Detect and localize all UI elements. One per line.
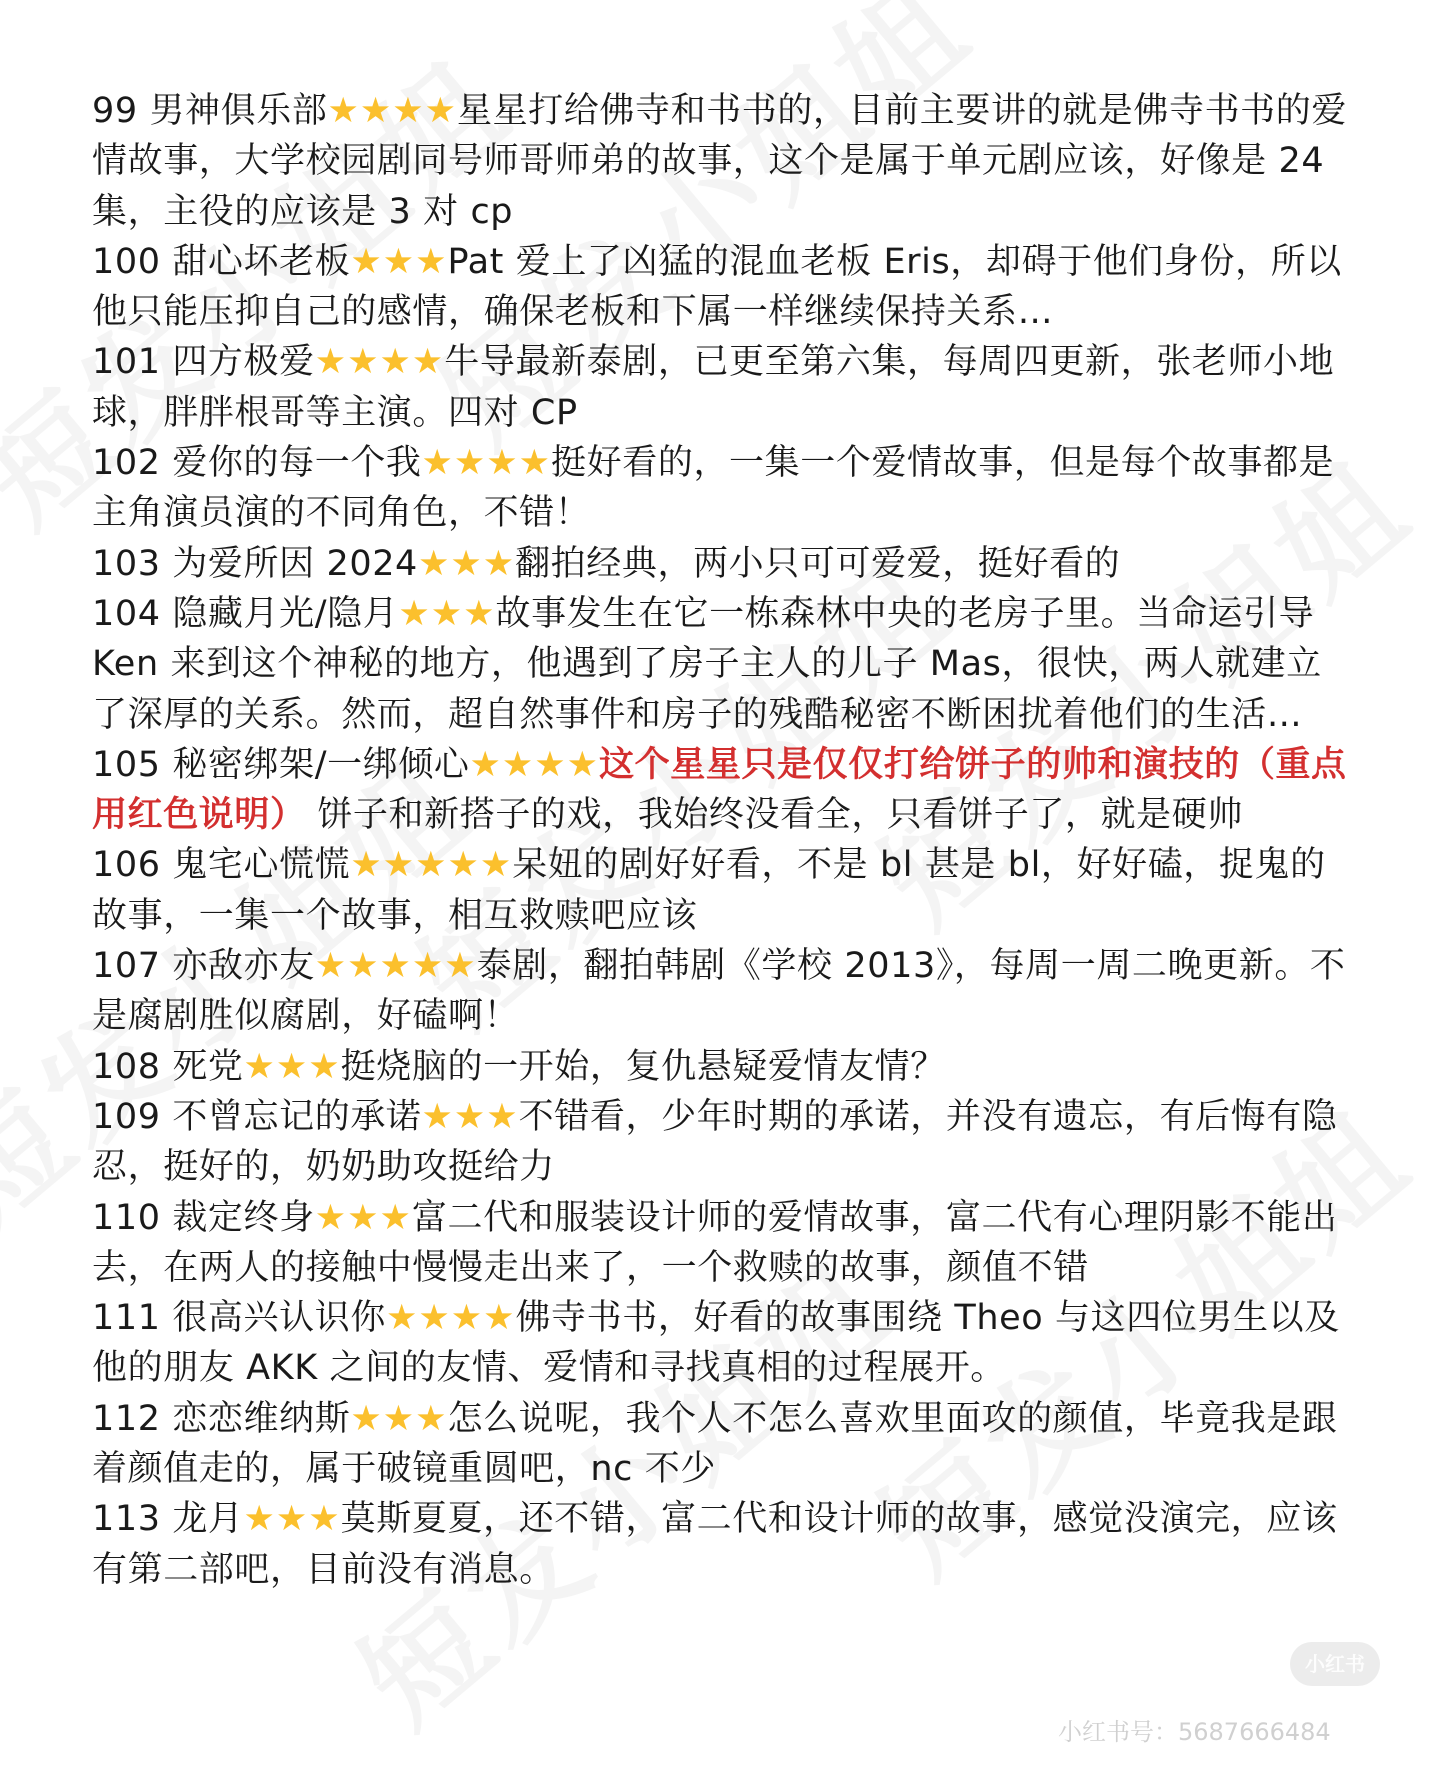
list-item: [92, 539, 1347, 589]
list-item: [92, 1042, 1347, 1092]
rating-stars-icon: ★★★★: [421, 443, 552, 484]
list-item: [92, 438, 1347, 539]
entry-description: 挺好看的，一集一个爱情故事，但是每个故事都是主角演员演的不同角色，不错！: [92, 443, 1335, 534]
list-item: [92, 1193, 1347, 1294]
list-item: [92, 237, 1347, 338]
rating-stars-icon: ★★★: [243, 1046, 341, 1087]
entry-description: 翻拍经典，两小只可可爱爱，挺好看的: [515, 543, 1121, 584]
rating-stars-icon: ★★★: [398, 593, 496, 634]
entry-description: 呆妞的剧好好看，不是 bl 甚是 bl，好好磕，捉鬼的故事，一集一个故事，相互救赎吧应该: [92, 845, 1326, 936]
drama-list: [92, 86, 1347, 1595]
rating-stars-icon: ★★★★: [327, 91, 457, 131]
rating-stars-icon: ★★★: [350, 241, 448, 282]
entry-description: 星星打给佛寺和书书的，目前主要讲的就是佛寺书书的爱情故事，大学校园剧同号师哥师弟的故事，这个是属于单元剧应该，好像是 24 集，主役的应该是 3 对 cp: [92, 91, 1347, 232]
list-item: [92, 1494, 1347, 1595]
rating-stars-icon: ★★★: [417, 543, 516, 584]
entry-title: 111 很高兴认识你: [92, 1298, 386, 1339]
entry-description: 泰剧，翻拍韩剧《学校 2013》，每周一周二晚更新。不是腐剧胜似腐剧，好磕啊！: [92, 946, 1346, 1037]
entry-title: 99 男神俱乐部: [92, 91, 328, 131]
account-id-watermark: 小红书号：5687666484: [1058, 1718, 1331, 1746]
entry-title: 107 亦敌亦友: [92, 946, 315, 987]
entry-title: 109 不曾忘记的承诺: [92, 1096, 422, 1137]
rating-stars-icon: ★★★★: [469, 744, 600, 785]
entry-title: 103 为爱所因 2024: [92, 543, 418, 584]
rating-stars-icon: ★★★★: [385, 1298, 516, 1339]
list-item: [92, 740, 1347, 841]
list-item: [92, 941, 1347, 1042]
rating-stars-icon: ★★★★★: [350, 845, 513, 886]
list-item: [92, 86, 1347, 237]
entry-description: 饼子和新搭子的戏，我始终没看全，只看饼子了，就是硬帅: [305, 795, 1243, 836]
list-item: [92, 1092, 1347, 1193]
entry-description: 富二代和服装设计师的爱情故事，富二代有心理阴影不能出去，在两人的接触中慢慢走出来了，一个救赎的故事，颜值不错: [92, 1197, 1338, 1288]
highlight-note: 这个星星只是仅仅打给饼子的帅和演技的（重点用红色说明）: [92, 744, 1347, 836]
entry-title: 106 鬼宅心慌慌: [92, 845, 351, 886]
entry-description: 佛寺书书，好看的故事围绕 Theo 与这四位男生以及他的朋友 AKK 之间的友情、爱情和寻找真相的过程展开。: [92, 1298, 1340, 1389]
list-item: [92, 1394, 1347, 1495]
list-item: [92, 1293, 1347, 1394]
rating-stars-icon: ★★★: [350, 1398, 448, 1439]
entry-title: 100 甜心坏老板: [92, 241, 351, 282]
rating-stars-icon: ★★★: [314, 1197, 412, 1238]
rating-stars-icon: ★★★★: [314, 342, 445, 383]
entry-description: 莫斯夏夏，还不错，富二代和设计师的故事，感觉没演完，应该有第二部吧，目前没有消息。: [92, 1499, 1338, 1590]
entry-description: 怎么说呢，我个人不怎么喜欢里面攻的颜值，毕竟我是跟着颜值走的，属于破镜重圆吧，nc 不少: [92, 1398, 1338, 1490]
entry-title: 113 龙月: [92, 1499, 244, 1540]
rating-stars-icon: ★★★: [243, 1499, 341, 1540]
entry-description: 故事发生在它一栋森林中央的老房子里。当命运引导 Ken 来到这个神秘的地方，他遇到了房子主人的儿子 Mas，很快，两人就建立了深厚的关系。然而，超自然事件和房子的残酷秘密不断困扰着他们的生活…: [92, 593, 1322, 735]
xiaohongshu-logo: 小红书: [1290, 1642, 1380, 1686]
entry-description: 牛导最新泰剧，已更至第六集，每周四更新，张老师小地球，胖胖根哥等主演。四对 CP: [92, 342, 1335, 433]
entry-title: 110 裁定终身: [92, 1197, 315, 1238]
entry-description: 挺烧脑的一开始，复仇悬疑爱情友情？: [340, 1046, 946, 1087]
entry-title: 101 四方极爱: [92, 342, 315, 383]
entry-title: 102 爱你的每一个我: [92, 443, 422, 484]
entry-title: 105 秘密绑架/一绑倾心: [92, 744, 470, 785]
rating-stars-icon: ★★★: [421, 1096, 519, 1137]
list-item: [92, 840, 1347, 941]
list-item: [92, 589, 1347, 740]
entry-title: 104 隐藏月光/隐月: [92, 593, 399, 634]
entry-description: Pat 爱上了凶猛的混血老板 Eris，却碍于他们身份，所以他只能压抑自己的感情，确保老板和下属一样继续保持关系…: [92, 241, 1342, 333]
rating-stars-icon: ★★★★★: [314, 946, 477, 987]
entry-title: 112 恋恋维纳斯: [92, 1398, 351, 1439]
list-item: [92, 337, 1347, 438]
entry-title: 108 死党: [92, 1046, 244, 1087]
entry-description: 不错看，少年时期的承诺，并没有遗忘，有后悔有隐忍，挺好的，奶奶助攻挺给力: [92, 1096, 1338, 1188]
